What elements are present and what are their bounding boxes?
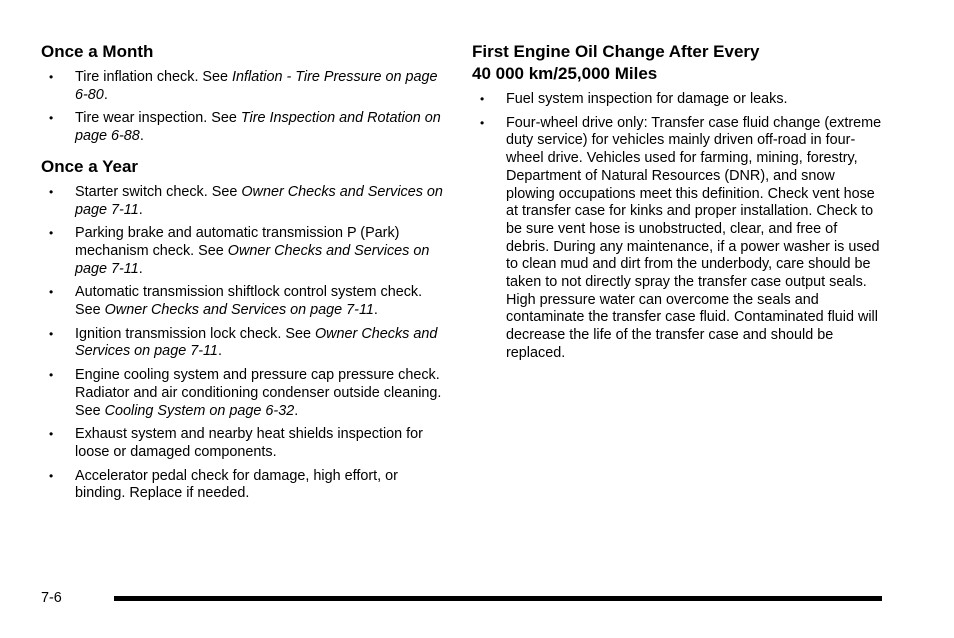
item-text: Ignition transmission lock check. See — [75, 325, 315, 342]
item-end: . — [373, 302, 378, 319]
first-oil-change-list — [472, 91, 882, 363]
list-item — [472, 115, 882, 363]
bullet-icon: • — [49, 184, 54, 199]
list-item — [41, 367, 451, 420]
cross-reference-link[interactable]: Owner Checks and Services on page 7-11 — [75, 242, 430, 277]
bullet-icon: • — [49, 111, 54, 126]
heading-line-2: 40 000 km/25,000 Miles — [472, 64, 658, 83]
cross-reference-link[interactable]: Owner Checks and Services on page 7-11 — [75, 325, 438, 360]
bullet-icon: • — [49, 427, 54, 442]
section-heading-first-oil-change — [472, 41, 882, 85]
item-end: . — [103, 86, 108, 103]
list-item — [41, 468, 451, 503]
left-column — [41, 41, 451, 509]
section-heading-once-a-month: Once a Month — [41, 42, 154, 61]
once-a-year-list — [41, 184, 451, 503]
item-text: Automatic transmission shiftlock control system check. See — [75, 284, 423, 319]
bullet-icon: • — [49, 468, 54, 483]
cross-reference-link[interactable]: Inflation - Tire Pressure on page 6-80 — [75, 69, 438, 103]
item-text: Exhaust system and nearby heat shields inspection for loose or damaged components. — [75, 426, 423, 460]
bullet-icon: • — [480, 115, 485, 130]
bullet-icon: • — [49, 368, 54, 383]
bullet-icon: • — [49, 70, 54, 84]
item-text: Accelerator pedal check for damage, high effort, or binding. Replace if needed. — [75, 467, 398, 502]
item-end: . — [294, 402, 299, 419]
heading-line-1: First Engine Oil Change After Every — [472, 42, 760, 61]
right-column — [472, 41, 882, 369]
bullet-icon: • — [480, 92, 485, 106]
item-text: Tire wear inspection. See — [75, 110, 241, 127]
cross-reference-link[interactable]: Cooling System on page 6-32 — [104, 402, 295, 419]
cross-reference-link[interactable]: Owner Checks and Services on page 7-11 — [104, 302, 374, 319]
page-number: 7-6 — [41, 590, 62, 606]
list-item — [41, 284, 451, 319]
list-item — [41, 426, 451, 461]
item-end: . — [139, 128, 144, 145]
bullet-icon: • — [49, 285, 54, 300]
item-text: Parking brake and automatic transmission P (Park) mechanism check. See — [75, 225, 400, 259]
list-item — [41, 326, 451, 361]
list-item — [41, 184, 451, 219]
item-text: Engine cooling system and pressure cap pressure check. Radiator and air conditioning condenser outside cleaning. See — [75, 367, 442, 419]
item-text: Starter switch check. See — [75, 183, 242, 200]
item-end: . — [217, 343, 222, 360]
list-item — [41, 225, 451, 278]
list-item — [41, 69, 451, 104]
item-end: . — [138, 260, 143, 277]
footer-divider — [114, 596, 882, 601]
item-text: Fuel system inspection for damage or leaks. — [506, 91, 788, 107]
section-heading-once-a-year: Once a Year — [41, 156, 139, 176]
cross-reference-link[interactable]: Owner Checks and Services on page 7-11 — [75, 183, 443, 218]
item-end: . — [138, 201, 143, 218]
list-item — [41, 110, 451, 145]
bullet-icon: • — [49, 226, 54, 241]
list-item — [472, 91, 882, 109]
once-a-month-list — [41, 69, 451, 146]
bullet-icon: • — [49, 326, 54, 341]
cross-reference-link[interactable]: Tire Inspection and Rotation on page 6-88 — [75, 110, 441, 145]
item-text: Tire inflation check. See — [75, 69, 233, 85]
item-text: Four-wheel drive only: Transfer case fluid change (extreme duty service) for vehicles mainly driven off-road in four-wheel drive. Vehicles used for farming, mining, forestry, Department of Natural Resources (DNR), and snow plowing occupations meet this definition. Check vent hose at transfer case for kinks and proper installation. Check to be sure vent hose is unobstructed, clear, and free of debris. During any maintenance, if a power washer is used to clean mud and dirt from the underbody, care should be taken to not directly spray the transfer case output seals. High pressure water can overcome the seals and contaminate the transfer case fluid. Contaminated fluid will decrease the life of the transfer case and should be replaced. — [506, 114, 882, 361]
